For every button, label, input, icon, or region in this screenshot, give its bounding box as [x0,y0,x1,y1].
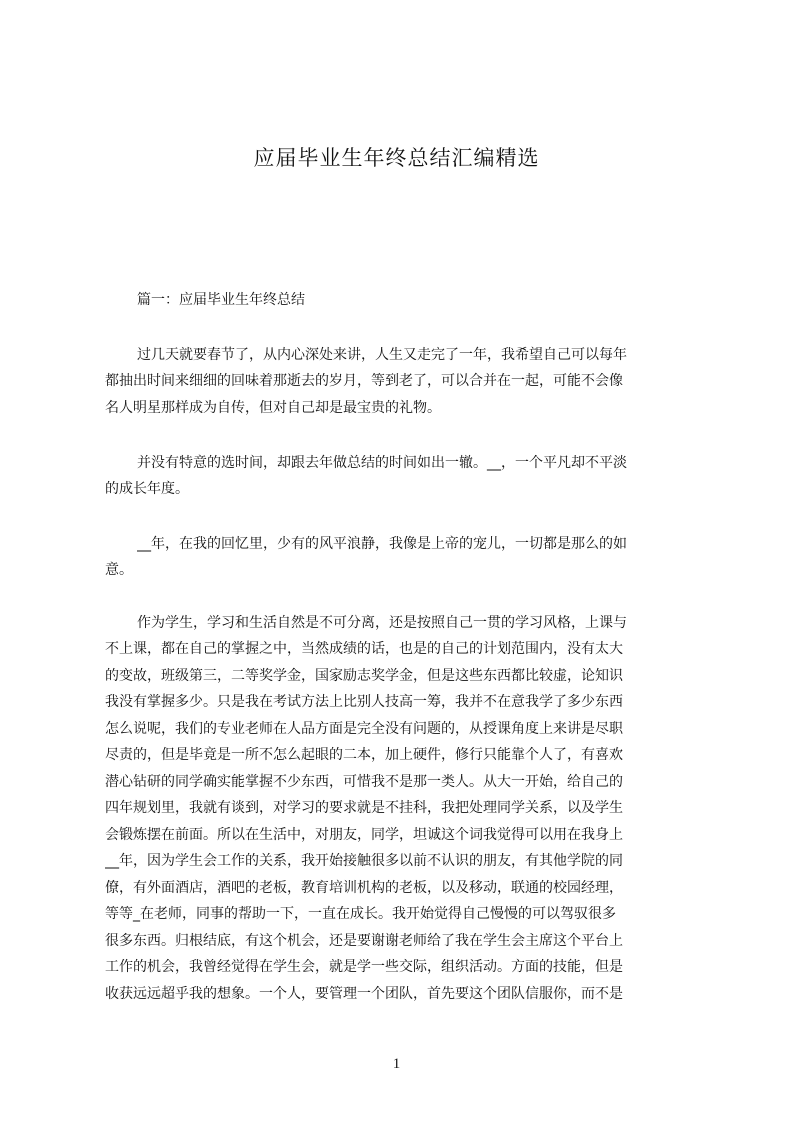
paragraph-line: 的变故，班级第三，二等奖学金，国家励志奖学金，但是这些东西都比较虚，论知识 [105,668,623,684]
paragraph-line: 潜心钻研的同学确实能掌握不少东西，可惜我不是那一类人。从大一开始，给自己的 [105,774,623,790]
paragraph-line: 四年规划里，我就有谈到，对学习的要求就是不挂科，我把处理同学关系，以及学生 [105,800,623,816]
paragraph-line: 收获远远超乎我的想象。一个人，要管理一个团队，首先要这个团队信服你，而不是 [105,986,623,1002]
paragraph-line: 不上课，都在自己的掌握之中，当然成绩的话，也是的自己的计划范围内，没有太大 [105,641,623,657]
paragraph-line: 怎么说呢，我们的专业老师在人品方面是完全没有问题的，从授课角度上来讲是尽职 [105,721,623,737]
paragraph-line: 工作的机会，我曾经觉得在学生会，就是学一些交际，组织活动。方面的技能，但是 [105,959,623,975]
paragraph-line: 意。 [105,562,133,578]
paragraph-line: 很多东西。归根结底，有这个机会，还是要谢谢老师给了我在学生会主席这个平台上 [105,933,623,949]
paragraph-line: 作为学生，学习和生活自然是不可分离，还是按照自己一贯的学习风格，上课与 [137,615,627,631]
paragraph-line: 都抽出时间来细细的回味着那逝去的岁月，等到老了，可以合并在一起，可能不会像 [105,373,623,389]
document-title: 应届毕业生年终总结汇编精选 [253,146,540,170]
paragraph-line: 等等_在老师，同事的帮助一下，一直在成长。我开始觉得自己慢慢的可以驾驭很多 [105,906,616,922]
page-number: 1 [392,1056,401,1072]
paragraph-line: 过几天就要春节了，从内心深处来讲，人生又走完了一年，我希望自己可以每年 [137,347,627,363]
paragraph-line: 尽责的，但是毕竟是一所不怎么起眼的二本，加上硬件，修行只能靠个人了，有喜欢 [105,747,623,763]
paragraph-line: 僚，有外面酒店，酒吧的老板，教育培训机构的老板，以及移动，联通的校园经理， [105,880,623,896]
paragraph-line: 会锻炼摆在前面。所以在生活中，对朋友，同学，坦诚这个词我觉得可以用在我身上 [105,827,623,843]
paragraph-line: __年，在我的回忆里，少有的风平浪静，我像是上帝的宠儿，一切都是那么的如 [137,536,627,552]
section-heading: 篇一：应届毕业生年终总结 [137,292,305,308]
paragraph-line: 我没有掌握多少。只是我在考试方法上比别人技高一筹，我并不在意我学了多少东西 [105,694,623,710]
paragraph-line: 并没有特意的选时间，却跟去年做总结的时间如出一辙。__，一个平凡却不平淡 [137,455,627,471]
paragraph-line: 名人明星那样成为自传，但对自己却是最宝贵的礼物。 [105,400,441,416]
paragraph-line: 的成长年度。 [105,481,189,497]
paragraph-line: __年，因为学生会工作的关系，我开始接触很多以前不认识的朋友，有其他学院的同 [105,853,623,869]
